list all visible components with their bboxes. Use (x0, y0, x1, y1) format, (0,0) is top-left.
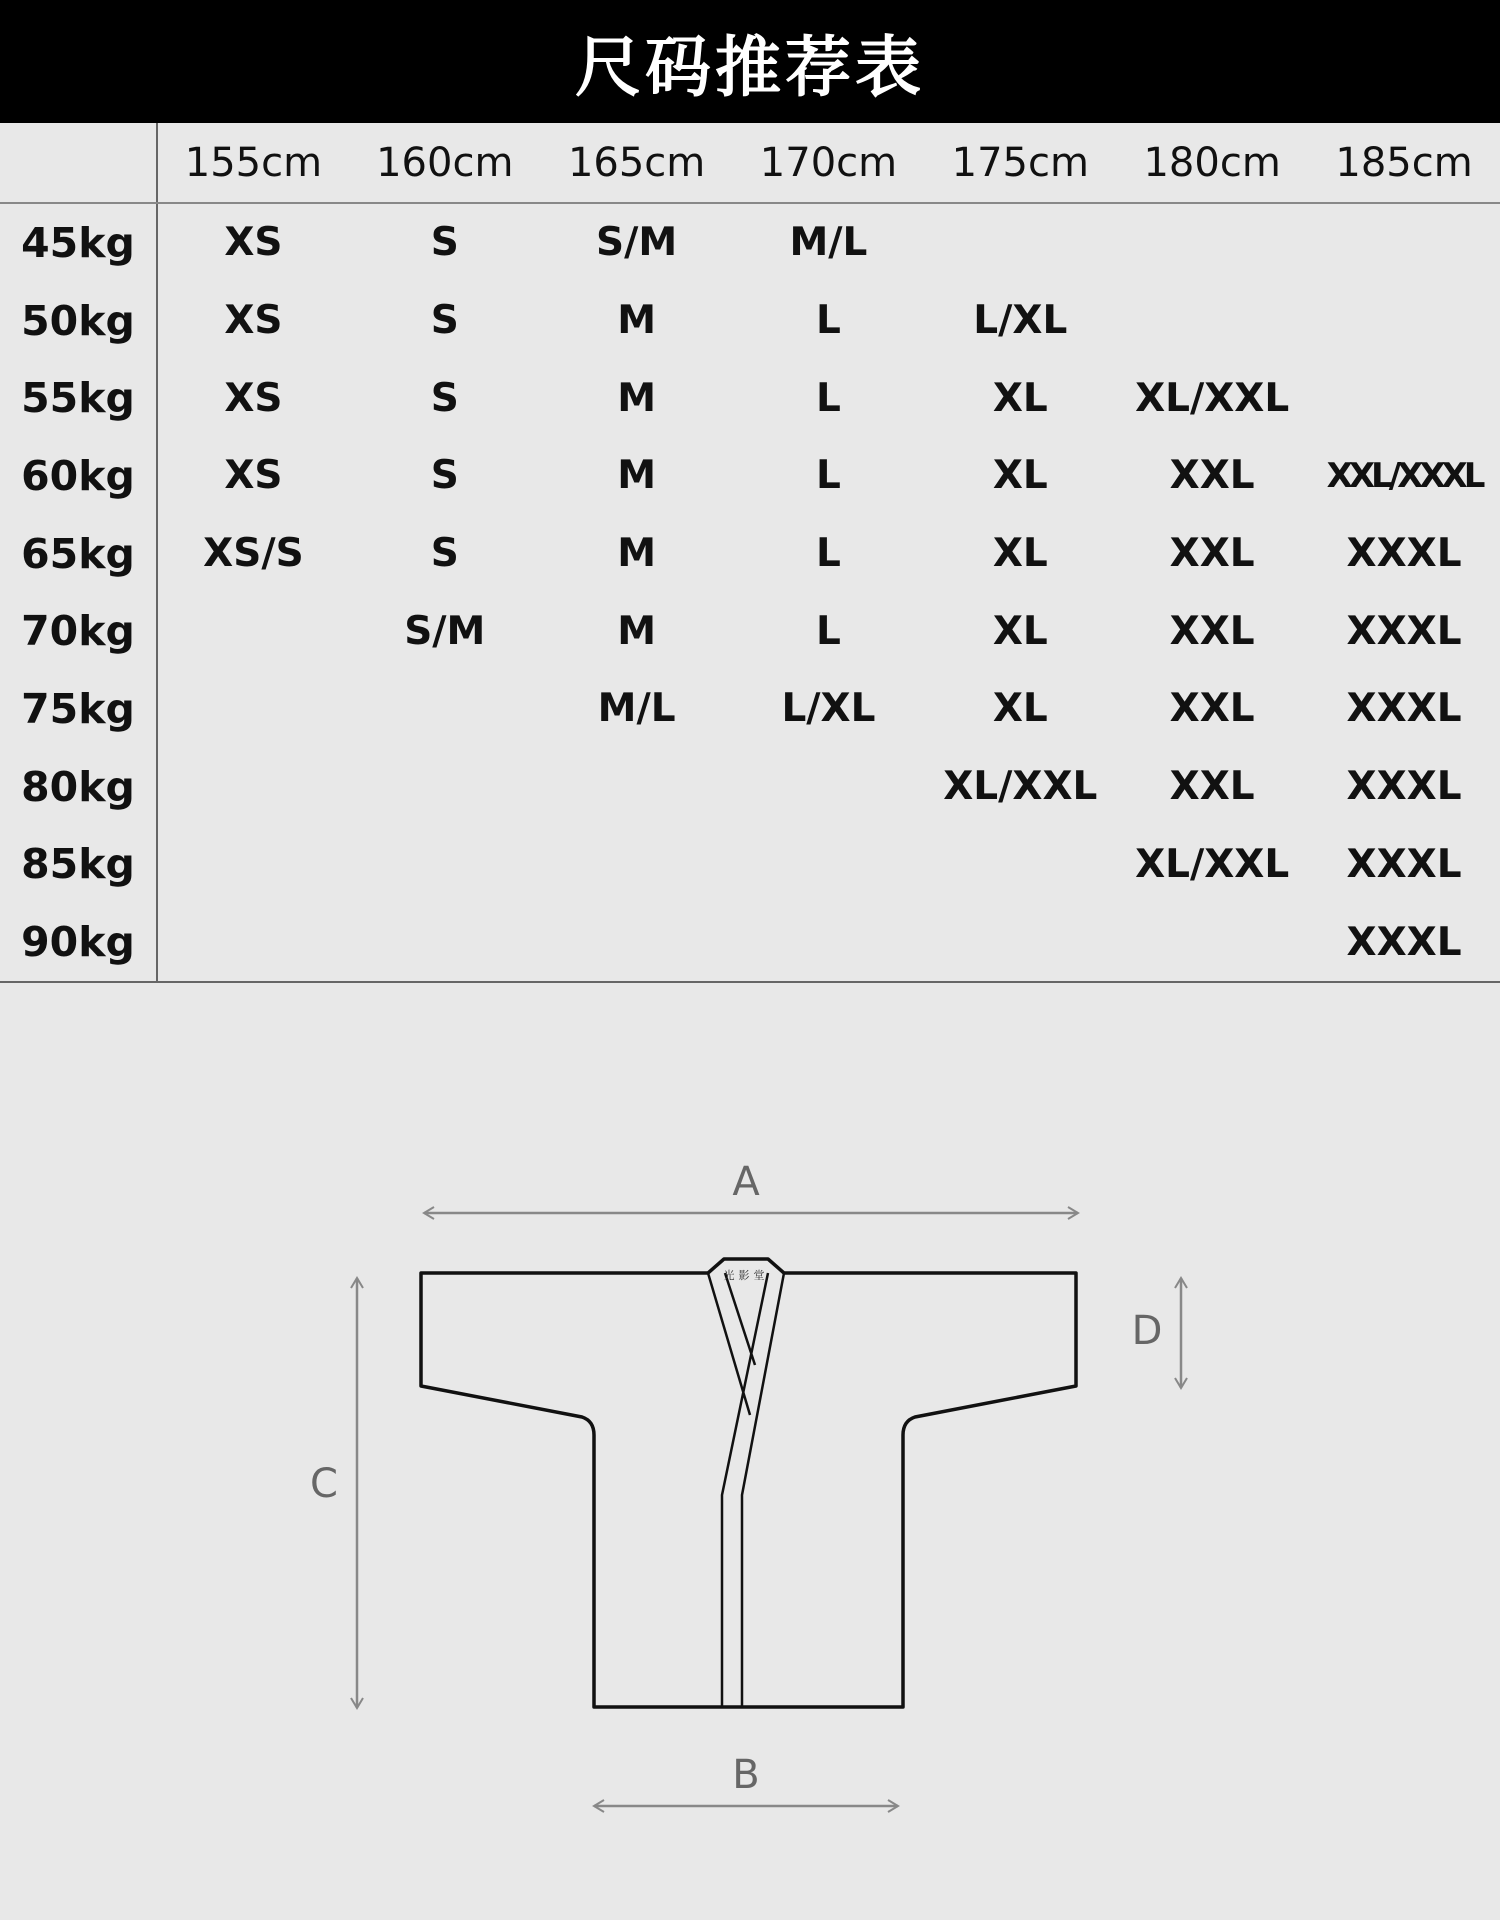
size-cell: S/M (596, 220, 678, 266)
weight-label: 65kg (0, 515, 157, 593)
size-cell (1116, 903, 1308, 982)
size-cell: XXL (1169, 608, 1255, 654)
size-cell (733, 903, 925, 982)
dimension-b (594, 1752, 898, 1806)
size-cell: XL (992, 608, 1048, 654)
robe-outline (421, 1259, 1076, 1707)
table-row (0, 670, 1500, 748)
size-cell: L/XL (973, 298, 1068, 344)
page-title: 尺码推荐表 (0, 0, 1500, 123)
size-cell (349, 670, 541, 748)
size-cell: L (816, 375, 841, 421)
weight-label: 55kg (0, 359, 157, 437)
size-cell: M (617, 298, 657, 344)
garment-diagram (0, 1090, 1500, 1920)
size-cell: XXL (1169, 686, 1255, 732)
size-cell: XXL (1169, 453, 1255, 499)
size-cell: XL/XXL (1135, 375, 1290, 421)
size-cell (157, 903, 349, 982)
size-cell: XXXL (1346, 686, 1462, 732)
size-cell: XXL (1169, 531, 1255, 577)
size-cell (1116, 282, 1308, 360)
size-cell: XS/S (203, 531, 304, 577)
table-row (0, 592, 1500, 670)
size-cell: L (816, 298, 841, 344)
weight-label: 45kg (0, 203, 157, 282)
size-cell: XL (992, 686, 1048, 732)
weight-label: 90kg (0, 903, 157, 982)
size-cell: M/L (789, 220, 868, 266)
size-cell: S (430, 220, 459, 266)
dimension-d-label: D (1131, 1308, 1163, 1354)
size-cell: M/L (597, 686, 676, 732)
size-cell: L (816, 531, 841, 577)
table-row (0, 748, 1500, 826)
size-cell: M (617, 375, 657, 421)
size-recommendation-table (0, 123, 1500, 983)
size-cell: XXXL (1346, 608, 1462, 654)
size-cell (157, 826, 349, 904)
weight-label: 80kg (0, 748, 157, 826)
size-cell (733, 826, 925, 904)
height-header: 175cm (924, 123, 1116, 203)
dimension-a-label: A (732, 1159, 760, 1205)
weight-label: 70kg (0, 592, 157, 670)
size-cell: L/XL (781, 686, 876, 732)
size-cell: XXXL (1346, 841, 1462, 887)
size-cell (541, 826, 733, 904)
size-cell (349, 826, 541, 904)
height-header: 170cm (733, 123, 925, 203)
size-cell: S (430, 453, 459, 499)
size-cell (1308, 203, 1500, 282)
table-row (0, 437, 1500, 515)
size-cell: XL (992, 375, 1048, 421)
dimension-c-label: C (310, 1461, 338, 1507)
size-cell (1308, 282, 1500, 360)
size-cell: S (430, 298, 459, 344)
size-cell (349, 748, 541, 826)
table-row (0, 826, 1500, 904)
size-cell: M (617, 453, 657, 499)
size-cell: L (816, 453, 841, 499)
size-cell (157, 592, 349, 670)
table-corner (0, 123, 157, 203)
size-cell: XL/XXL (1135, 841, 1290, 887)
size-cell: XS (224, 298, 283, 344)
dimension-b-label: B (732, 1752, 760, 1798)
size-cell: XL (992, 453, 1048, 499)
size-cell (541, 748, 733, 826)
size-cell (157, 748, 349, 826)
table-header-row (0, 123, 1500, 203)
size-cell: XL/XXL (943, 764, 1098, 810)
size-cell: XXL/XXXL (1326, 455, 1482, 496)
size-cell: XXL (1169, 764, 1255, 810)
size-cell: L (816, 608, 841, 654)
size-cell (924, 203, 1116, 282)
size-cell: S (430, 531, 459, 577)
weight-label: 60kg (0, 437, 157, 515)
weight-label: 50kg (0, 282, 157, 360)
size-cell: XS (224, 453, 283, 499)
size-cell: XXXL (1346, 764, 1462, 810)
size-cell (349, 903, 541, 982)
size-cell: XXXL (1346, 531, 1462, 577)
height-header: 165cm (541, 123, 733, 203)
dimension-c (310, 1278, 357, 1708)
size-cell (733, 748, 925, 826)
size-cell (924, 826, 1116, 904)
collar-mark: 光影堂 (723, 1269, 769, 1282)
table-row (0, 903, 1500, 982)
size-cell (924, 903, 1116, 982)
dimension-a (424, 1159, 1078, 1213)
size-cell: XL (992, 531, 1048, 577)
table-row (0, 515, 1500, 593)
weight-label: 75kg (0, 670, 157, 748)
size-cell (541, 903, 733, 982)
size-cell: M (617, 531, 657, 577)
table-row (0, 359, 1500, 437)
height-header: 180cm (1116, 123, 1308, 203)
height-header: 155cm (157, 123, 349, 203)
table-row (0, 203, 1500, 282)
size-cell: XS (224, 220, 283, 266)
height-header: 185cm (1308, 123, 1500, 203)
size-cell (1308, 359, 1500, 437)
size-cell: XXXL (1308, 903, 1500, 982)
size-cell: XS (224, 375, 283, 421)
weight-label: 85kg (0, 826, 157, 904)
size-cell: S (430, 375, 459, 421)
size-cell (1116, 203, 1308, 282)
height-header: 160cm (349, 123, 541, 203)
dimension-d (1132, 1278, 1181, 1388)
size-cell: S/M (404, 608, 486, 654)
table-row (0, 282, 1500, 360)
size-cell (157, 670, 349, 748)
size-cell: M (617, 608, 657, 654)
